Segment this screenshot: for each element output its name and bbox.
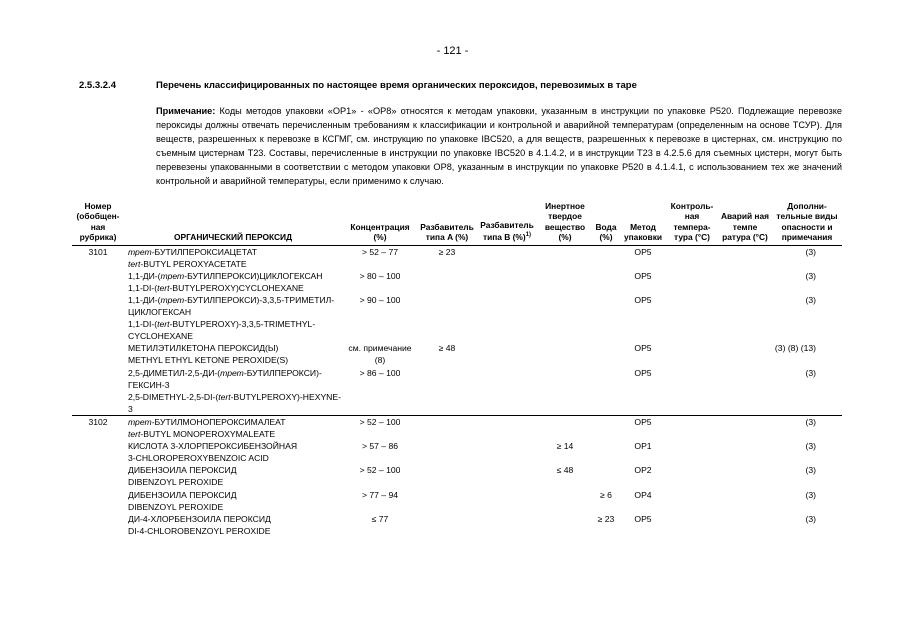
peroxide-table [72,201,842,537]
cell-concentration: > 90 – 100 [359,295,401,305]
cell-peroxide-name [124,489,342,513]
peroxide-name-en: 2,5-DIMETHYL-2,5-DI-(tert-BUTYLPEROXY)-HEXYNE-3 [128,391,341,414]
cell-number [72,294,124,342]
cell-diluent-b [476,294,538,342]
cell-inert-solid [538,270,592,294]
cell-additional-hazards: (3) [805,489,816,500]
peroxide-name-en: DIBENZOYL PEROXIDE [128,501,224,512]
cell-diluent-b [476,415,538,440]
peroxide-name-ru: 1,1-ДИ-(трет-БУТИЛПЕРОКСИ)ЦИКЛОГЕКСАН [128,270,323,281]
col-header-emergency-temp: Аварий ная темпе ратура (°C) [718,201,772,245]
cell-packing-method: OP5 [634,295,652,305]
cell-packing-method: OP4 [634,489,652,500]
peroxide-name-en: tert-BUTYL MONOPEROXYMALEATE [128,429,276,440]
cell-emergency-temp [718,245,772,270]
cell-concentration: > 57 – 86 [361,441,399,452]
cell-water [592,440,620,464]
cell-additional-hazards: (3) [805,441,816,452]
cell-diluent-b [476,342,538,366]
col-header-concentration: Концентрация (%) [342,201,418,245]
cell-concentration: см. примечание (8) [348,343,412,366]
cell-concentration: > 52 – 100 [359,416,401,427]
peroxide-name-ru: МЕТИЛЭТИЛКЕТОНА ПЕРОКСИД(Ы) [128,343,279,354]
cell-inert-solid: ≥ 14 [556,441,574,452]
cell-peroxide-name [124,294,342,342]
cell-packing-method: OP5 [634,246,652,257]
cell-control-temp [666,513,718,537]
table-row [72,367,842,416]
cell-inert-solid: ≤ 48 [556,465,574,476]
cell-peroxide-name [124,245,342,270]
peroxide-name-ru: 2,5-ДИМЕТИЛ-2,5-ДИ-(трет-БУТИЛПЕРОКСИ)-ГЕКСИН-3 [128,367,322,390]
cell-diluent-b [476,367,538,416]
cell-diluent-a [418,367,476,416]
table-row [72,294,842,342]
cell-emergency-temp [718,270,772,294]
cell-number [72,513,124,537]
cell-additional-hazards: (3) [805,416,816,427]
cell-water [592,367,620,416]
cell-packing-method: OP1 [634,441,652,452]
cell-diluent-a [418,294,476,342]
peroxide-name-ru: трет-БУТИЛПЕРОКСИАЦЕТАТ [128,246,258,257]
peroxide-name-ru: ДИ-4-ХЛОРБЕНЗОИЛА ПЕРОКСИД [128,513,271,524]
page-number: - 121 - [436,45,469,57]
cell-emergency-temp [718,440,772,464]
cell-additional-hazards: (3) [805,465,816,476]
peroxide-name-ru: трет-БУТИЛМОНОПЕРОКСИМАЛЕАТ [128,416,286,427]
peroxide-name-ru: ДИБЕНЗОИЛА ПЕРОКСИД [128,489,237,500]
cell-concentration: > 86 – 100 [342,367,418,416]
cell-inert-solid [538,415,592,440]
cell-packing-method: OP5 [634,343,652,354]
cell-diluent-a: ≥ 48 [438,343,456,354]
cell-peroxide-name [124,342,342,366]
cell-diluent-a [418,464,476,488]
cell-diluent-a [418,489,476,513]
cell-number [72,489,124,513]
cell-additional-hazards: (3) [805,246,816,257]
cell-number [72,367,124,416]
cell-concentration: ≤ 77 [371,513,389,524]
cell-emergency-temp [718,513,772,537]
peroxide-name-en: 3-CHLOROPEROXYBENZOIC ACID [128,453,269,464]
cell-peroxide-name [124,440,342,464]
cell-number [72,342,124,366]
cell-control-temp [666,270,718,294]
table-body [72,245,842,537]
cell-concentration: > 77 – 94 [361,489,399,500]
table-row [72,464,842,488]
cell-additional-hazards: (3) [805,295,816,305]
cell-additional-hazards: (3) (8) (13) [774,343,816,354]
table-header-row [72,201,842,245]
cell-number: 3101 [88,246,108,257]
cell-control-temp [666,489,718,513]
cell-diluent-b [476,270,538,294]
note-text: Коды методов упаковки «OP1» - «OP8» относятся к методам упаковки, указанным в инструкции по упаковке P520. Подлежащие перевозке пероксиды должны отвечать перечисленным требованиям к классификации и контрольной и аварийной температурам (определенным на основе ТСУР). Для веществ, разрешенных к перевозке в КСГМГ, см. инструкцию по упаковке IBC520, а для веществ, разрешенных к перевозке в цистернах, см. инструкцию по съемным цистернам T23. Составы, перечисленные в инструкции по упаковке IBC520 в 4.1.4.2, и в инструкции T23 в 4.2.5.6 для съемных цистерн, могут быть перевезены упакованными в соответствии с методом упаковки OP8, указанным в инструкции по упаковке P520 в 4.1.4.1, с использованием тех же значений контрольной и аварийной температуры, если применимо к случаю. [156,106,842,186]
peroxide-name-en: DI-4-CHLOROBENZOYL PEROXIDE [128,525,271,536]
cell-packing-method: OP5 [634,416,652,427]
cell-concentration: > 80 – 100 [359,270,401,281]
cell-control-temp [666,415,718,440]
cell-diluent-a [418,440,476,464]
cell-additional-hazards: (3) [772,367,842,416]
table-row [72,270,842,294]
cell-emergency-temp [718,342,772,366]
col-header-diluent-b: Разбавитель типа B (%)$^{1)}$ [476,201,538,245]
cell-water [592,464,620,488]
section-number: 2.5.3.2.4 [79,80,116,91]
cell-water: ≥ 23 [597,513,615,524]
peroxide-name-en: tert-BUTYL PEROXYACETATE [128,258,247,269]
cell-control-temp [666,294,718,342]
table-row [72,513,842,537]
cell-water [592,270,620,294]
table-row [72,415,842,440]
cell-emergency-temp [718,294,772,342]
cell-packing-method: OP5 [634,513,652,524]
cell-water [592,245,620,270]
cell-peroxide-name [124,513,342,537]
col-header-additional-hazards: Дополни-тельные виды опасности и примечания [772,201,842,245]
cell-emergency-temp [718,489,772,513]
cell-peroxide-name [124,415,342,440]
cell-diluent-a: ≥ 23 [438,246,456,257]
cell-additional-hazards: (3) [805,513,816,524]
cell-inert-solid [538,245,592,270]
cell-number [72,464,124,488]
col-header-peroxide: ОРГАНИЧЕСКИЙ ПЕРОКСИД [124,201,342,245]
cell-water [592,342,620,366]
cell-peroxide-name [124,464,342,488]
table-row [72,342,842,366]
col-header-diluent-a: Разбавитель типа A (%) [418,201,476,245]
cell-water [592,294,620,342]
col-header-control-temp: Контроль-ная темпера-тура (°C) [666,201,718,245]
table-row [72,245,842,270]
cell-control-temp [666,367,718,416]
peroxide-name-ru: КИСЛОТА 3-ХЛОРПЕРОКСИБЕНЗОЙНАЯ [128,441,298,452]
cell-packing-method: OP5 [620,367,666,416]
cell-number [72,440,124,464]
section-title: Перечень классифицированных по настоящее время органических пероксидов, перевозимых в таре [156,80,637,91]
cell-concentration: > 52 – 100 [359,465,401,476]
cell-additional-hazards: (3) [805,270,816,281]
cell-inert-solid [538,342,592,366]
note-paragraph [156,104,842,188]
cell-emergency-temp [718,415,772,440]
peroxide-name-ru: ДИБЕНЗОИЛА ПЕРОКСИД [128,465,237,476]
cell-diluent-b [476,464,538,488]
cell-diluent-b [476,245,538,270]
col-header-number: Номер (обобщен-ная рубрика) [72,201,124,245]
col-header-inert-solid: Инертное твердое вещество (%) [538,201,592,245]
cell-diluent-a [418,270,476,294]
cell-inert-solid [538,489,592,513]
cell-diluent-b [476,489,538,513]
cell-control-temp [666,440,718,464]
table-row [72,440,842,464]
cell-control-temp [666,464,718,488]
peroxide-name-ru: 1,1-ДИ-(трет-БУТИЛПЕРОКСИ)-3,3,5-ТРИМЕТИЛ-ЦИКЛОГЕКСАН [128,295,335,318]
cell-control-temp [666,245,718,270]
cell-diluent-a [418,415,476,440]
cell-concentration: > 52 – 77 [361,246,399,257]
peroxide-name-en: 1,1-DI-(tert-BUTYLPEROXY)CYCLOHEXANE [128,282,304,293]
cell-control-temp [666,342,718,366]
col-header-water: Вода (%) [592,201,620,245]
cell-packing-method: OP2 [634,465,652,476]
peroxide-name-en: METHYL ETHYL KETONE PEROXIDE(S) [128,355,289,366]
cell-inert-solid [538,367,592,416]
cell-diluent-a [418,513,476,537]
cell-packing-method: OP5 [634,270,652,281]
col-header-packing-method: Метод упаковки [620,201,666,245]
cell-inert-solid [538,513,592,537]
cell-emergency-temp [718,464,772,488]
cell-diluent-b [476,513,538,537]
cell-peroxide-name [124,367,342,416]
cell-inert-solid [538,294,592,342]
cell-diluent-b [476,440,538,464]
cell-water: ≥ 6 [600,489,612,500]
cell-water [592,415,620,440]
table-row [72,489,842,513]
cell-number: 3102 [88,416,108,427]
cell-peroxide-name [124,270,342,294]
peroxide-name-en: DIBENZOYL PEROXIDE [128,477,224,488]
cell-emergency-temp [718,367,772,416]
peroxide-name-en: 1,1-DI-(tert-BUTYLPEROXY)-3,3,5-TRIMETHYL-CYCLOHEXANE [128,319,316,342]
cell-number [72,270,124,294]
note-label: Примечание: [156,106,216,116]
